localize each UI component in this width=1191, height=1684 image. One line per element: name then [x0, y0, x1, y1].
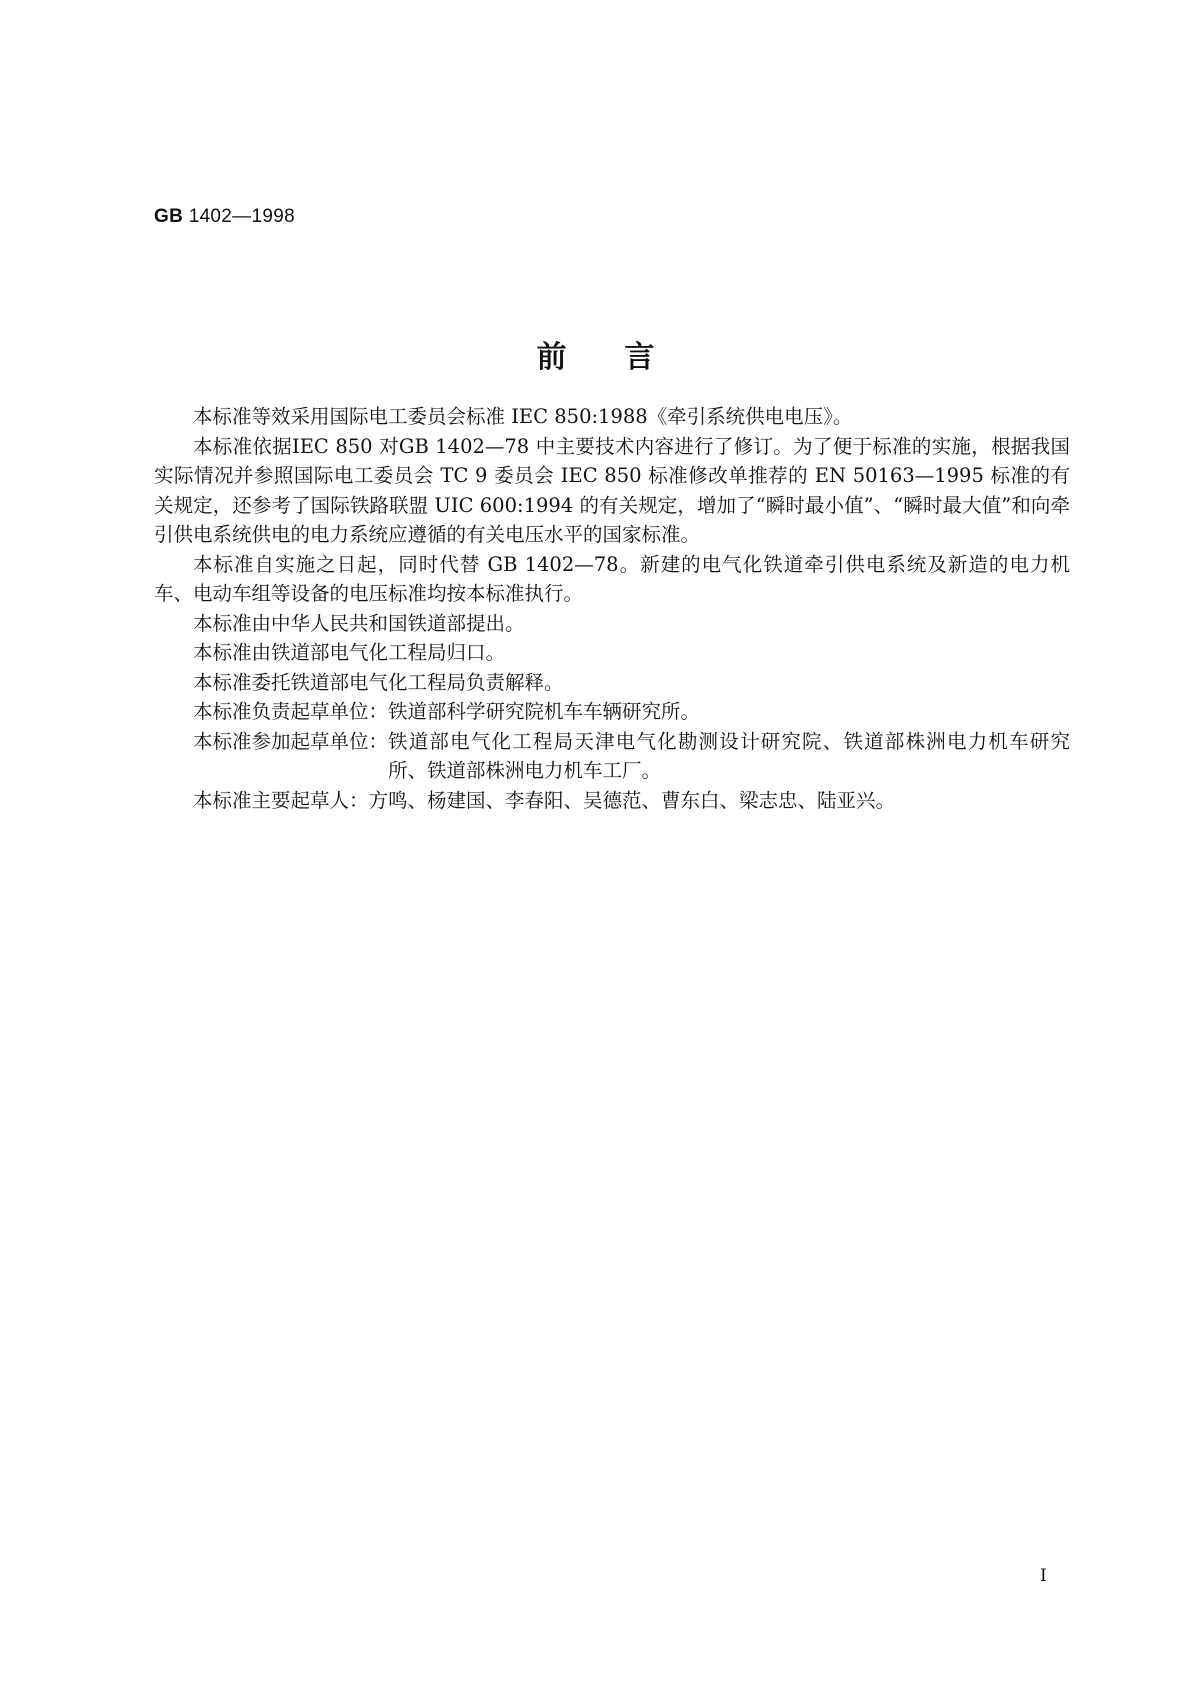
- foreword-body: [154, 402, 1070, 815]
- standard-code-number: 1402—1998: [188, 206, 295, 227]
- standard-code-prefix: GB: [154, 206, 184, 227]
- participating-content: 铁道部电气化工程局天津电气化勘测设计研究院、铁道部株洲电力机车研究所、铁道部株洲电力机车工厂。: [388, 729, 1070, 782]
- paragraph-adoption: 本标准等效采用国际电工委员会标准 IEC 850:1988《牵引系统供电电压》。: [193, 405, 853, 428]
- paragraph-drafters: 本标准主要起草人：方鸣、杨建国、李春阳、吴德范、曹东白、梁志忠、陆亚兴。: [193, 788, 896, 812]
- standard-code: [154, 206, 295, 228]
- paragraph-replacement: 本标准自实施之日起，同时代替 GB 1402—78。新建的电气化铁道牵引供电系统及新造的电力机车、电动车组等设备的电压标准均按本标准执行。: [154, 552, 1070, 605]
- page-number: I: [1040, 1566, 1047, 1586]
- page-title: 前言: [536, 340, 713, 375]
- participating-label: 本标准参加起草单位：: [193, 729, 389, 753]
- paragraph-revision: 本标准依据IEC 850 对GB 1402—78 中主要技术内容进行了修订。为了便于标准的实施，根据我国实际情况并参照国际电工委员会 TC 9 委员会 IEC 850 标准修改单推荐的 EN 50163—1995 标准的有关规定，还参考了国际铁路联盟 UIC 600:1994 的有关规定，增加了“瞬时最小值”、“瞬时最大值”和向牵引供电系统供电的电力系统应遵循的有关电压水平的国家标准。: [154, 434, 1070, 546]
- paragraph-centralized: 本标准由铁道部电气化工程局归口。: [193, 641, 506, 664]
- paragraph-proposer: 本标准由中华人民共和国铁道部提出。: [193, 611, 525, 635]
- paragraph-interpretation: 本标准委托铁道部电气化工程局负责解释。: [193, 670, 564, 694]
- paragraph-responsible-drafter: 本标准负责起草单位：铁道部科学研究院机车车辆研究所。: [193, 700, 701, 723]
- paragraph-participating-units: [154, 727, 1070, 786]
